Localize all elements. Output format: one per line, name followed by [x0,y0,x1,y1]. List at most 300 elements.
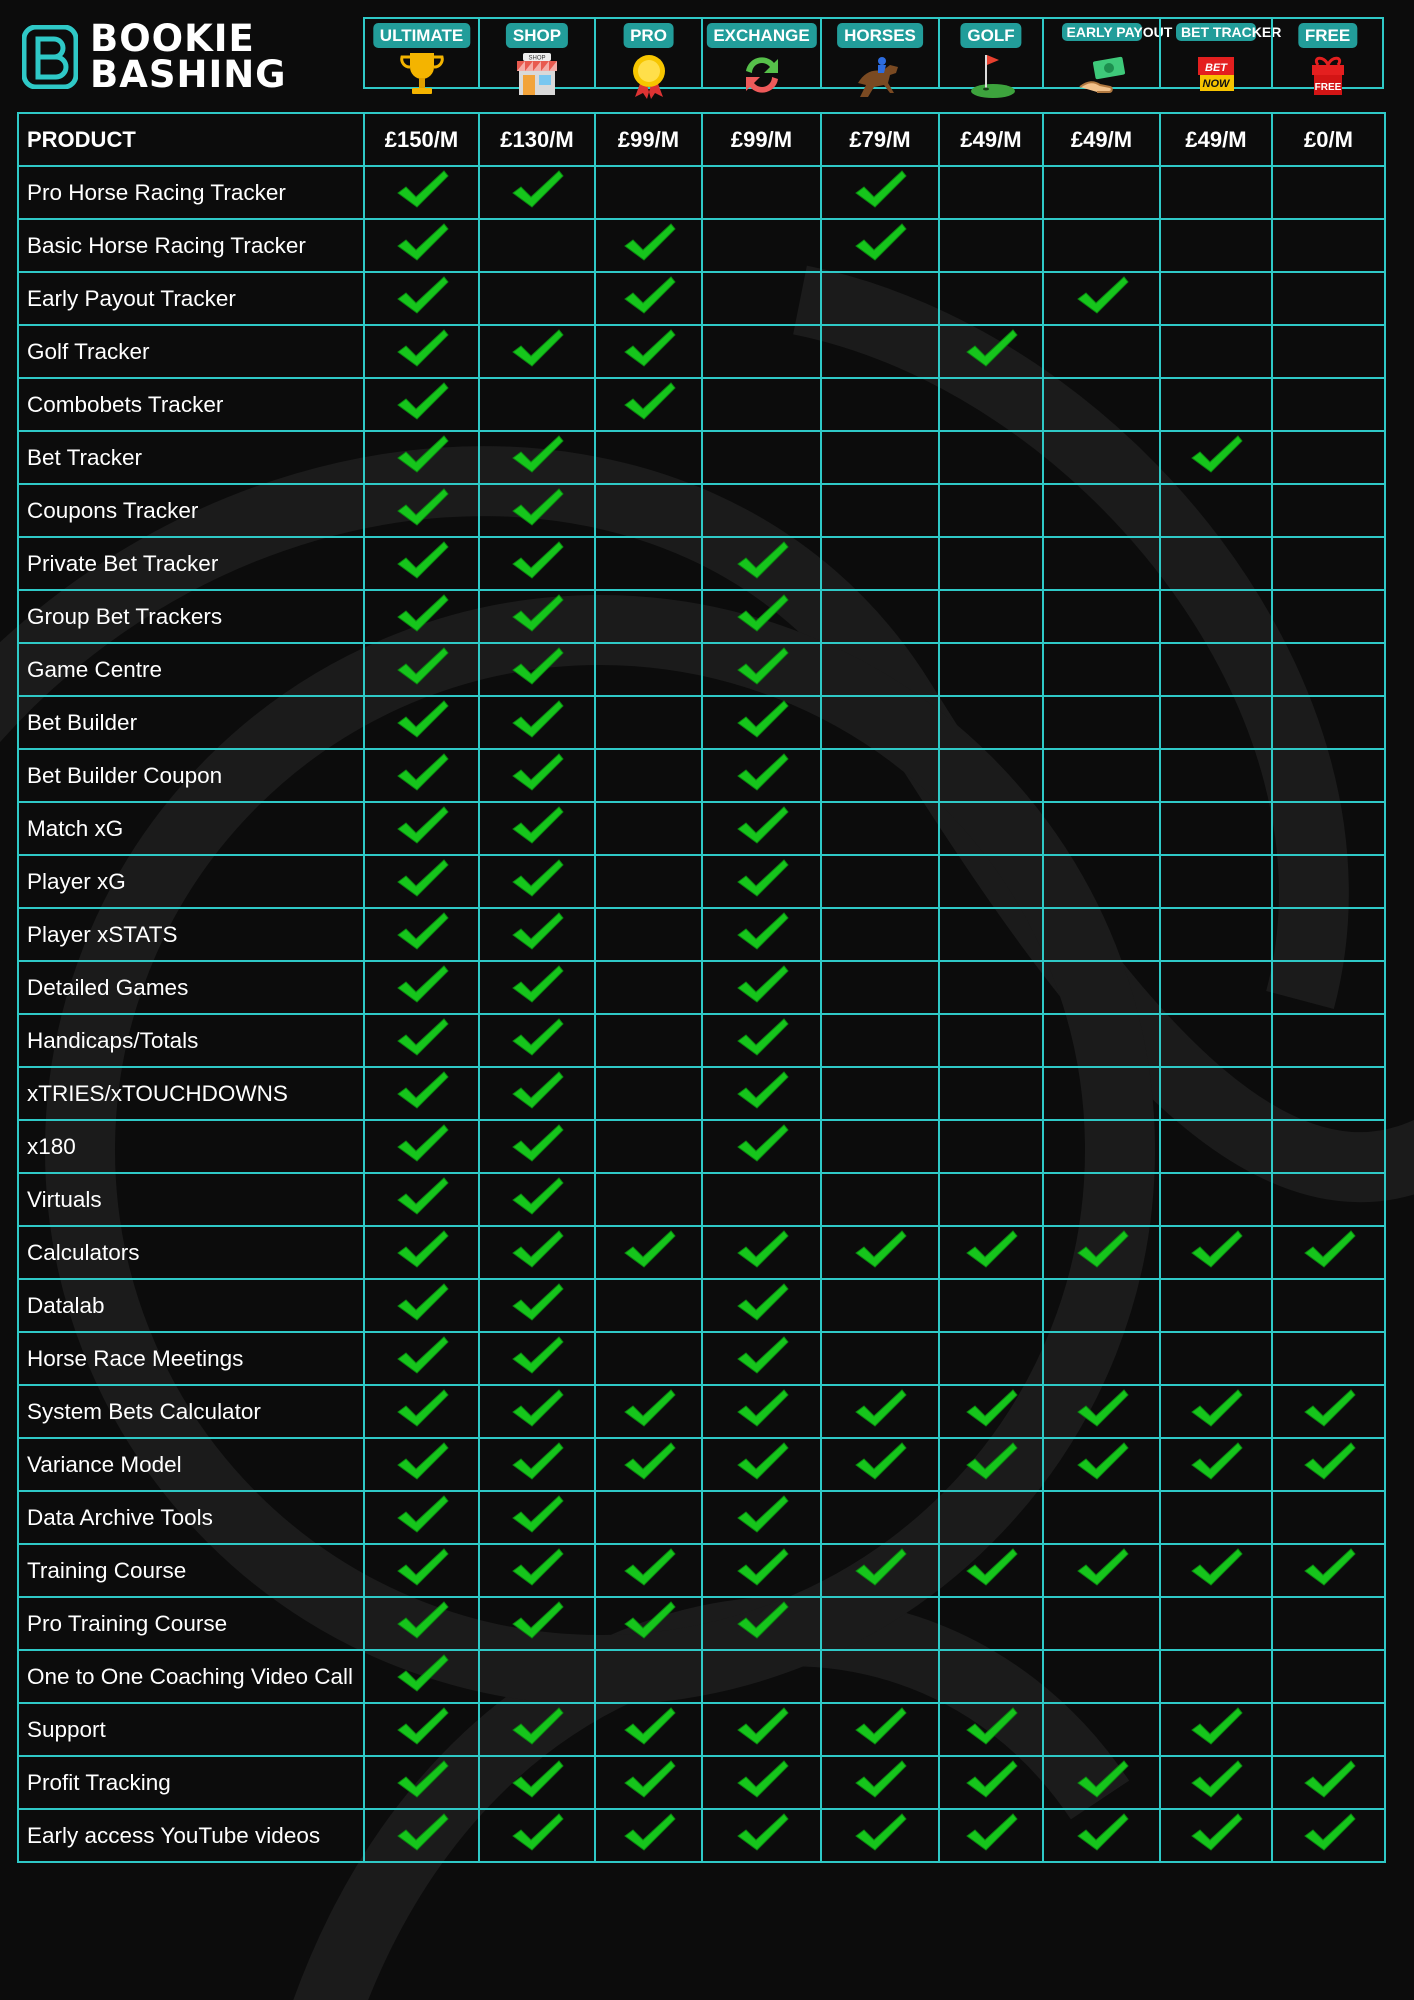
plan-header-pro[interactable] [594,17,701,89]
feature-cell [364,1014,479,1067]
product-column-header: PRODUCT [18,113,364,166]
plan-header-golf[interactable] [938,17,1042,89]
checkmark-icon [734,856,790,902]
table-row [18,1491,1385,1544]
feature-cell [364,1067,479,1120]
table-row [18,219,1385,272]
feature-cell [479,590,595,643]
feature-cell [364,537,479,590]
feature-cell [1160,272,1272,325]
feature-cell [1160,1014,1272,1067]
feature-cell [939,590,1043,643]
checkmark-icon [963,1545,1019,1591]
feature-cell [479,1385,595,1438]
feature-cell [702,1756,821,1809]
checkmark-icon [394,1015,450,1061]
feature-cell [702,272,821,325]
feature-cell [939,1809,1043,1862]
feature-cell [1043,1756,1160,1809]
feature-cell [702,166,821,219]
feature-cell [595,1385,702,1438]
checkmark-icon [509,1598,565,1644]
checkmark-icon [734,962,790,1008]
product-name: Pro Horse Racing Tracker [18,166,364,219]
checkmark-icon [1301,1757,1357,1803]
feature-cell [702,696,821,749]
feature-cell [1043,643,1160,696]
plan-header-free[interactable] [1271,17,1384,93]
feature-cell [702,1703,821,1756]
table-row [18,272,1385,325]
feature-cell [479,643,595,696]
feature-cell [702,1173,821,1226]
feature-cell [1272,749,1385,802]
golf-flag-icon [963,47,1019,103]
checkmark-icon [509,1121,565,1167]
feature-cell [821,1332,939,1385]
checkmark-icon [509,697,565,743]
checkmark-icon [852,1704,908,1750]
checkmark-icon [734,1545,790,1591]
checkmark-icon [394,697,450,743]
checkmark-icon [852,1810,908,1856]
checkmark-icon [394,273,450,319]
feature-cell [1043,1067,1160,1120]
plan-header-ultimate[interactable] [363,17,478,89]
feature-cell [1043,1173,1160,1226]
feature-cell [595,219,702,272]
feature-cell [821,1809,939,1862]
checkmark-icon [509,1174,565,1220]
checkmark-icon [509,591,565,637]
feature-cell [1160,1332,1272,1385]
feature-cell [364,1173,479,1226]
feature-cell [939,484,1043,537]
product-name: Player xG [18,855,364,908]
brand-line-1: BOOKIE [90,17,255,60]
product-name: Private Bet Tracker [18,537,364,590]
checkmark-icon [394,1492,450,1538]
feature-cell [1160,1650,1272,1703]
checkmark-icon [734,1068,790,1114]
feature-cell [1043,219,1160,272]
feature-cell [702,1332,821,1385]
feature-cell [702,1067,821,1120]
checkmark-icon [1074,1545,1130,1591]
checkmark-icon [394,538,450,584]
plan-name-tag: PRO [623,23,674,48]
checkmark-icon [394,1386,450,1432]
product-name: Datalab [18,1279,364,1332]
checkmark-icon [394,591,450,637]
feature-cell [821,1173,939,1226]
feature-cell [1043,484,1160,537]
feature-cell [1272,1173,1385,1226]
feature-cell [1272,219,1385,272]
feature-cell [939,1703,1043,1756]
table-row [18,590,1385,643]
feature-cell [1043,961,1160,1014]
feature-cell [479,908,595,961]
checkmark-icon [509,432,565,478]
product-name: Match xG [18,802,364,855]
feature-cell [595,643,702,696]
price-golf: £49/M [939,113,1043,166]
feature-cell [479,855,595,908]
checkmark-icon [394,1545,450,1591]
feature-cell [1043,1809,1160,1862]
feature-cell [364,431,479,484]
checkmark-icon [734,1757,790,1803]
plan-header-row [363,17,1388,93]
feature-cell [1043,537,1160,590]
checkmark-icon [621,1439,677,1485]
feature-cell [479,484,595,537]
feature-cell [1160,484,1272,537]
checkmark-icon [963,326,1019,372]
plan-header-early-payout[interactable] [1042,17,1173,89]
feature-cell [364,166,479,219]
feature-cell [1272,1756,1385,1809]
feature-cell [939,749,1043,802]
checkmark-icon [963,1810,1019,1856]
checkmark-icon [509,1545,565,1591]
feature-cell [1160,1067,1272,1120]
feature-cell [479,1279,595,1332]
checkmark-icon [734,644,790,690]
feature-cell [595,1703,702,1756]
feature-cell [821,1385,939,1438]
feature-cell [821,1014,939,1067]
checkmark-icon [509,750,565,796]
feature-cell [479,378,595,431]
checkmark-icon [1188,1757,1244,1803]
feature-cell [1043,749,1160,802]
feature-cell [821,219,939,272]
checkmark-icon [394,1280,450,1326]
table-row [18,908,1385,961]
product-name: Data Archive Tools [18,1491,364,1544]
feature-cell [939,1491,1043,1544]
checkmark-icon [509,1386,565,1432]
feature-cell [595,1279,702,1332]
feature-cell [595,378,702,431]
feature-cell [479,219,595,272]
feature-cell [595,1173,702,1226]
feature-cell [939,908,1043,961]
feature-cell [939,1226,1043,1279]
feature-cell [702,1650,821,1703]
checkmark-icon [394,432,450,478]
feature-cell [1043,378,1160,431]
table-row [18,696,1385,749]
feature-cell [479,1120,595,1173]
feature-cell [821,1438,939,1491]
plan-name-tag: SHOP [506,23,568,48]
checkmark-icon [621,1227,677,1273]
checkmark-icon [1074,1757,1130,1803]
feature-cell [364,219,479,272]
feature-cell [595,272,702,325]
product-name: Bet Tracker [18,431,364,484]
feature-cell [595,325,702,378]
checkmark-icon [394,1227,450,1273]
svg-text:FREE: FREE [1314,82,1341,93]
feature-cell [702,219,821,272]
checkmark-icon [734,538,790,584]
feature-cell [479,1597,595,1650]
feature-cell [1272,1279,1385,1332]
checkmark-icon [509,538,565,584]
table-row [18,1756,1385,1809]
checkmark-icon [509,1015,565,1061]
product-name: Basic Horse Racing Tracker [18,219,364,272]
feature-cell [1272,1544,1385,1597]
feature-cell [1043,166,1160,219]
feature-cell [1043,325,1160,378]
feature-cell [1043,431,1160,484]
table-row [18,378,1385,431]
checkmark-icon [852,220,908,266]
checkmark-icon [394,962,450,1008]
checkmark-icon [394,485,450,531]
plan-header-exchange[interactable] [701,17,820,89]
feature-cell [595,908,702,961]
checkmark-icon [1074,1227,1130,1273]
feature-cell [595,802,702,855]
product-name: Support [18,1703,364,1756]
feature-cell [1160,1279,1272,1332]
feature-cell [821,908,939,961]
feature-cell [1160,1756,1272,1809]
feature-cell [821,484,939,537]
feature-cell [1272,1650,1385,1703]
product-name: Training Course [18,1544,364,1597]
feature-cell [939,855,1043,908]
feature-cell [1272,484,1385,537]
table-row [18,1385,1385,1438]
feature-cell [595,1226,702,1279]
checkmark-icon [509,326,565,372]
brand-logo[interactable] [22,17,362,96]
checkmark-icon [394,1704,450,1750]
checkmark-icon [621,379,677,425]
table-row [18,1120,1385,1173]
feature-cell [595,537,702,590]
feature-cell [702,1014,821,1067]
checkmark-icon [1188,1439,1244,1485]
table-row [18,1809,1385,1862]
checkmark-icon [509,167,565,213]
feature-cell [821,961,939,1014]
feature-cell [479,1544,595,1597]
feature-cell [1160,1544,1272,1597]
feature-cell [1160,802,1272,855]
checkmark-icon [1188,1386,1244,1432]
feature-cell [821,1597,939,1650]
feature-cell [364,855,479,908]
checkmark-icon [509,909,565,955]
checkmark-icon [1301,1810,1357,1856]
feature-cell [821,696,939,749]
plan-name-tag: EXCHANGE [706,23,816,48]
feature-cell [702,484,821,537]
feature-cell [821,166,939,219]
feature-cell [1272,166,1385,219]
table-row [18,1279,1385,1332]
feature-cell [821,1544,939,1597]
racehorse-icon [852,47,908,103]
feature-cell [939,643,1043,696]
feature-cell [1160,1438,1272,1491]
feature-cell [702,855,821,908]
product-name: One to One Coaching Video Call [18,1650,364,1703]
table-row [18,1014,1385,1067]
svg-text:BET: BET [1205,62,1227,74]
feature-cell [939,219,1043,272]
feature-cell [1272,1597,1385,1650]
checkmark-icon [509,1757,565,1803]
checkmark-icon [852,1545,908,1591]
plan-name-tag: EARLY PAYOUT [1062,23,1142,41]
feature-cell [595,484,702,537]
checkmark-icon [621,326,677,372]
checkmark-icon [509,962,565,1008]
feature-cell [1272,1014,1385,1067]
feature-cell [939,1279,1043,1332]
feature-cell [364,696,479,749]
feature-cell [1160,431,1272,484]
feature-cell [939,378,1043,431]
checkmark-icon [1188,1545,1244,1591]
exchange-arrows-icon [734,47,790,103]
plan-header-bet-tracker[interactable] [1159,17,1282,90]
product-name: Game Centre [18,643,364,696]
price-ultimate: £150/M [364,113,479,166]
checkmark-icon [394,379,450,425]
feature-cell [595,1544,702,1597]
checkmark-icon [734,697,790,743]
checkmark-icon [621,273,677,319]
product-name: Detailed Games [18,961,364,1014]
feature-cell [821,537,939,590]
checkmark-icon [509,1068,565,1114]
feature-cell [1043,590,1160,643]
product-name: Virtuals [18,1173,364,1226]
table-row [18,1226,1385,1279]
product-name: Handicaps/Totals [18,1014,364,1067]
feature-cell [1160,378,1272,431]
plan-header-horses[interactable] [820,17,938,89]
feature-cell [364,325,479,378]
feature-cell [479,1332,595,1385]
feature-cell [364,1756,479,1809]
feature-cell [1160,590,1272,643]
feature-cell [364,1809,479,1862]
table-row [18,802,1385,855]
feature-cell [821,1756,939,1809]
checkmark-icon [963,1386,1019,1432]
product-name: Group Bet Trackers [18,590,364,643]
feature-cell [595,855,702,908]
checkmark-icon [1301,1439,1357,1485]
feature-cell [1272,643,1385,696]
feature-cell [595,1597,702,1650]
feature-cell [702,1491,821,1544]
feature-cell [702,590,821,643]
feature-cell [939,272,1043,325]
feature-cell [1160,908,1272,961]
feature-cell [702,537,821,590]
medal-icon [621,47,677,103]
feature-cell [702,1544,821,1597]
feature-cell [1160,696,1272,749]
feature-cell [1043,1279,1160,1332]
trophy-icon [394,47,450,103]
feature-cell [1160,1120,1272,1173]
feature-cell [1160,1173,1272,1226]
table-row [18,1544,1385,1597]
table-row [18,537,1385,590]
feature-cell [1043,908,1160,961]
feature-cell [1043,1120,1160,1173]
feature-cell [364,1332,479,1385]
feature-cell [479,1067,595,1120]
feature-cell [595,1014,702,1067]
table-row [18,325,1385,378]
feature-cell [1272,696,1385,749]
product-name: Golf Tracker [18,325,364,378]
checkmark-icon [621,1810,677,1856]
shop-icon [509,47,565,103]
checkmark-icon [394,1757,450,1803]
checkmark-icon [394,167,450,213]
feature-cell [1160,1597,1272,1650]
checkmark-icon [509,1810,565,1856]
plan-name-tag: BET TRACKER [1176,23,1256,41]
feature-cell [1043,1491,1160,1544]
feature-cell [821,1279,939,1332]
feature-cell [702,1226,821,1279]
checkmark-icon [394,803,450,849]
plan-header-shop[interactable] [478,17,594,89]
product-name: Bet Builder Coupon [18,749,364,802]
checkmark-icon [1074,1439,1130,1485]
feature-cell [479,325,595,378]
feature-cell [1272,1809,1385,1862]
feature-cell [1160,749,1272,802]
checkmark-icon [734,1227,790,1273]
feature-cell [702,378,821,431]
feature-cell [364,1385,479,1438]
price-bet-tracker: £49/M [1160,113,1272,166]
feature-cell [1043,1385,1160,1438]
checkmark-icon [734,1598,790,1644]
feature-cell [595,1120,702,1173]
feature-cell [364,1120,479,1173]
checkmark-icon [963,1704,1019,1750]
feature-cell [702,1385,821,1438]
feature-cell [595,166,702,219]
checkmark-icon [734,1492,790,1538]
gift-free-icon [1300,47,1356,103]
feature-cell [702,1597,821,1650]
product-name: Pro Training Course [18,1597,364,1650]
feature-cell [479,696,595,749]
table-row [18,1332,1385,1385]
feature-cell [1272,431,1385,484]
feature-cell [821,378,939,431]
